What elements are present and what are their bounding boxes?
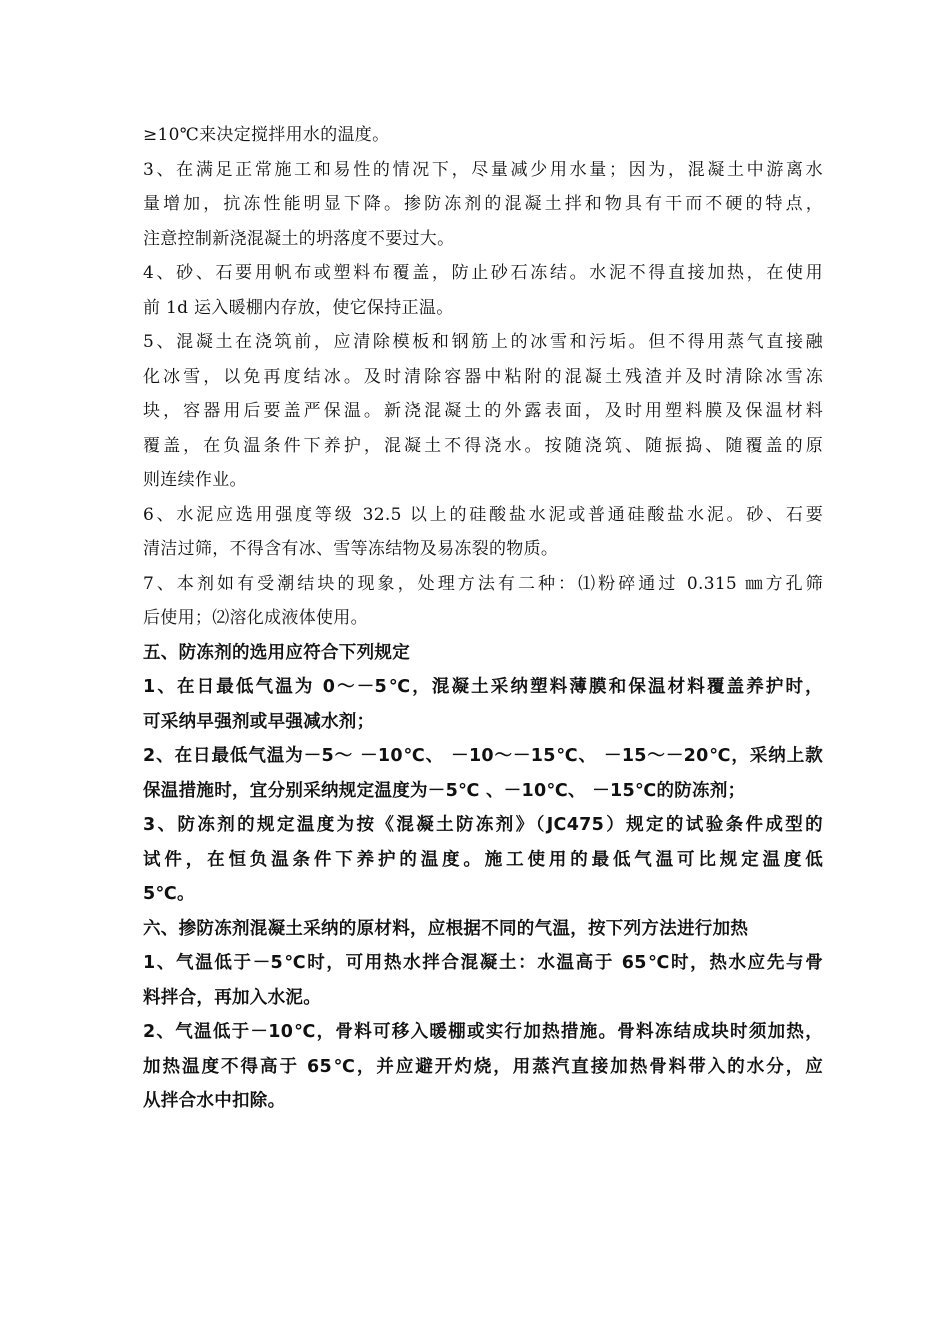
- text-line: 可采纳早强剂或早强减水剂；: [143, 711, 375, 732]
- text-line: 保温措施时，宜分别采纳规定温度为－5℃ 、－10℃、 －15℃的防冻剂；: [143, 780, 746, 801]
- text-line: 料拌合，再加入水泥。: [143, 987, 321, 1008]
- body-paragraph: [143, 567, 823, 636]
- text-line: ≥10℃来决定搅拌用水的温度。: [143, 125, 390, 145]
- text-line: 清洁过筛，不得含有冰、雪等冻结物及易冻裂的物质。: [143, 539, 559, 559]
- section-heading-paragraph: [143, 912, 823, 947]
- body-paragraph: [143, 153, 823, 257]
- text-line: 2、在日最低气温为－5～ －10℃、 －10～－15℃、 －15～－20℃，采纳上款: [143, 746, 823, 766]
- text-line: 3、在满足正常施工和易性的情况下，尽量减少用水量；因为，混凝土中游离水: [143, 159, 823, 180]
- section-heading-paragraph: [143, 808, 823, 912]
- text-line: 覆盖，在负温条件下养护，混凝土不得浇水。按随浇筑、随振捣、随覆盖的原: [143, 435, 823, 456]
- text-line: 2、气温低于－10℃，骨料可移入暖棚或实行加热措施。骨料冻结成块时须加热，: [143, 1022, 823, 1042]
- body-paragraph: [143, 256, 823, 325]
- text-line: 量增加，抗冻性能明显下降。掺防冻剂的混凝土拌和物具有干而不硬的特点，: [143, 194, 823, 214]
- document-body: [143, 118, 823, 1119]
- body-paragraph: [143, 325, 823, 498]
- text-line: 块，容器用后要盖严保温。新浇混凝土的外露表面，及时用塑料膜及保温材料: [143, 401, 823, 421]
- section-heading-paragraph: [143, 946, 823, 1015]
- text-line: 化冰雪，以免再度结冰。及时清除容器中粘附的混凝土残渣并及时清除冰雪冻: [143, 366, 823, 387]
- text-line: 注意控制新浇混凝土的坍落度不要过大。: [143, 228, 455, 249]
- text-line: 从拌合水中扣除。: [143, 1091, 286, 1111]
- text-line: 加热温度不得高于 65℃，并应避开灼烧，用蒸汽直接加热骨料带入的水分，应: [143, 1056, 823, 1077]
- text-line: 后使用；⑵溶化成液体使用。: [143, 608, 368, 628]
- text-line: 五、防冻剂的选用应符合下列规定: [143, 642, 410, 663]
- section-heading-paragraph: [143, 670, 823, 739]
- text-line: 1、在日最低气温为 0～－5℃，混凝土采纳塑料薄膜和保温材料覆盖养护时，: [143, 677, 823, 697]
- text-line: 1、气温低于－5℃时，可用热水拌合混凝土：水温高于 65℃时，热水应先与骨: [143, 953, 823, 973]
- text-line: 试件，在恒负温条件下养护的温度。施工使用的最低气温可比规定温度低: [143, 849, 823, 870]
- text-line: 六、掺防冻剂混凝土采纳的原材料，应根据不同的气温，按下列方法进行加热: [143, 918, 749, 939]
- body-paragraph: [143, 498, 823, 567]
- section-heading-paragraph: [143, 1015, 823, 1119]
- body-paragraph: [143, 118, 823, 153]
- text-line: 前 1d 运入暖棚内存放，使它保持正温。: [143, 297, 454, 318]
- text-line: 4、砂、石要用帆布或塑料布覆盖，防止砂石冻结。水泥不得直接加热，在使用: [143, 263, 823, 283]
- text-line: 6、水泥应选用强度等级 32.5 以上的硅酸盐水泥或普通硅酸盐水泥。砂、石要: [143, 504, 823, 525]
- text-line: 5、混凝土在浇筑前，应清除模板和钢筋上的冰雪和污垢。但不得用蒸气直接融: [143, 332, 823, 352]
- text-line: 则连续作业。: [143, 470, 247, 490]
- text-line: 3、防冻剂的规定温度为按《混凝土防冻剂》（JC475）规定的试验条件成型的: [143, 815, 823, 835]
- text-line: 7、本剂如有受潮结块的现象，处理方法有二种：⑴粉碎通过 0.315 ㎜方孔筛: [143, 573, 823, 594]
- text-line: 5℃。: [143, 884, 195, 904]
- section-heading-paragraph: [143, 739, 823, 808]
- section-heading-paragraph: [143, 636, 823, 671]
